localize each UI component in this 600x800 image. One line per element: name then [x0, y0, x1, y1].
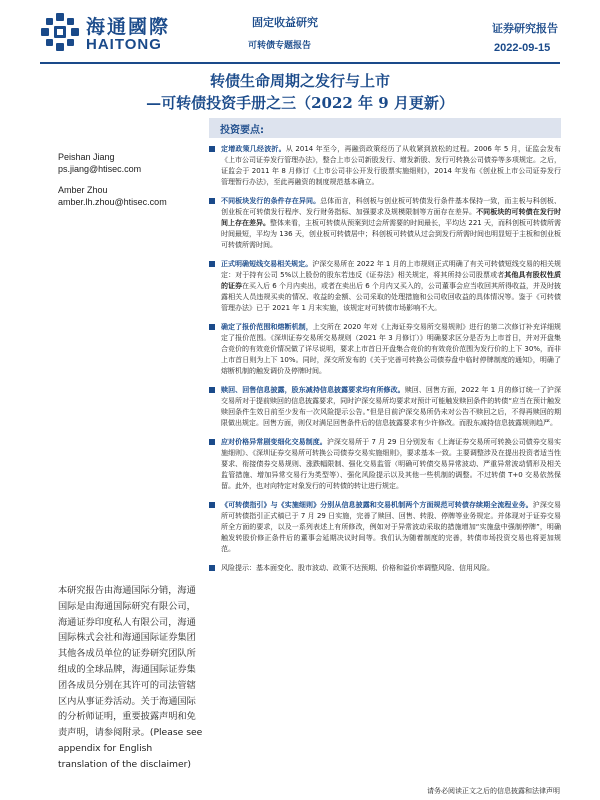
- key-point-paragraph: [209, 437, 561, 492]
- bullet-square-icon: [209, 439, 215, 445]
- paragraph-lead: 赎回、回售信息披露，股东减持信息披露要求均有所修改。: [221, 386, 405, 394]
- paragraph-lead: 《可转债指引》与《实施细则》分别从信息披露和交易机制两个方面规范可转债存续期全流程业务。: [221, 501, 533, 509]
- report-date: 2022-09-15: [494, 42, 551, 54]
- report-subtitle-line: —可转债投资手册之三（2022 年 9 月更新）: [146, 94, 454, 112]
- key-point-paragraph: [209, 322, 561, 377]
- page-footer-notice: 请务必阅读正文之后的信息披露和法律声明: [427, 787, 560, 795]
- distribution-disclaimer: 本研究报告由海通国际分销，海通国际是由海通国际研究有限公司，海通证券印度私人有限公司，海通国际株式会社和海通国际证券集团其他各成员单位的证券研究团队所组成的全球品牌，海通国际证券集团各成员分别在其许可的司法管辖区内从事证券活动。关于海通国际的分析师证明，重要披露声明和免责声明，请参阅附录。(Please see appendix for English translation of the disclaimer): [58, 585, 203, 770]
- bullet-square-icon: [209, 198, 215, 204]
- paragraph-lead: 不同板块发行的条件存在异同。: [221, 197, 321, 205]
- haitong-logo-icon: [40, 12, 80, 52]
- key-point-paragraph: [209, 500, 561, 555]
- bullet-square-icon: [209, 261, 215, 267]
- analyst-name: Amber Zhou: [58, 185, 108, 195]
- analyst-email[interactable]: amber.lh.zhou@htisec.com: [58, 197, 167, 207]
- paragraph-lead: 应对价格异常剧变细化交易制度。: [221, 438, 327, 446]
- analyst-name: Peishan Jiang: [58, 152, 115, 162]
- analyst-email[interactable]: ps.jiang@htisec.com: [58, 164, 142, 174]
- bullet-square-icon: [209, 502, 215, 508]
- report-title: 转债生命周期之发行与上市: [209, 72, 390, 90]
- paragraph-text: 从 2014 年至今，再融资政策经历了从收紧到放松的过程。2006 年 5 月，证监会发布《上市公司证券发行管理办法》，整合上市公司新股发行、增发新股、发行可转换公司债券等多项规定。之后，证监会于 2011 年 8 月修订《上市公司非公开发行股票实施细则》，2014 年发布《创业板上市公司证券发行管理暂行办法》，至此再融资的制度规范基本确立。: [221, 145, 561, 186]
- key-point-paragraph: [209, 259, 561, 314]
- paragraph-lead: 正式明确短线交易相关规定。: [221, 260, 313, 268]
- paragraph-lead: 确定了报价范围和熔断机制，: [221, 323, 313, 331]
- paragraph-text: 沪深交易所在 2022 年 1 月的上市规则正式明确了有关可转债短线交易的相关规定：对于持有公司 5%以上股份的股东若违反《证券法》相关规定，将其所持公司股票或者: [221, 260, 562, 279]
- key-point-paragraph: [209, 196, 561, 251]
- key-point-paragraph: [209, 385, 561, 429]
- paragraph-text: 赎回、回售方面，2022 年 1 月的修订统一了沪深交易所对于提前赎回的信息披露要求，同时沪深交易所均要求对预计可能触发赎回条件的转债“应当在预计触发赎回条件生效日前至少发布一次风险提示公告。”但是目前沪深交易所仍未对公告不赎回之后，不得再赎回的期限做出规定。回售方面，则仅对满足回售条件后的信息披露要求有少许修改。而股东减持信息披露规则趋严。: [221, 386, 562, 427]
- paragraph-emphasis: 其他具有股权性质的证券: [221, 270, 561, 290]
- logo-english-text: HAITONG: [86, 36, 162, 53]
- paragraph-tail: 整体来看，主板可转债从预案到过会所需要的时间最长，平均达 221 天，而科创板可转债所需时间最短，平均为 136 天，创业板可转债居中；科创板可转债从过会到发行所需时间也明显短于主板和创业板可转债所需时间。: [221, 218, 562, 249]
- report-subtitle: 可转债专题报告: [248, 41, 312, 51]
- report-header: [0, 0, 600, 64]
- key-point-paragraph: [209, 144, 561, 188]
- bullet-square-icon: [209, 146, 215, 152]
- logo-chinese-text: 海通國際: [86, 16, 171, 38]
- header-divider: [40, 62, 560, 64]
- paragraph-text: 总体而言，科创板与创业板可转债发行条件基本保持一致，而主板与科创板、创业板在可转债发行程序、发行财务指标、加强要求及规模限制等方面存在差异。: [221, 197, 562, 216]
- bullet-square-icon: [209, 324, 215, 330]
- key-points-heading: 投资要点:: [220, 125, 264, 136]
- paragraph-text: 沪深交易所可转债指引正式稿已于 7 月 29 日实施，完善了赎回、回售、转股、停牌等业务规定。并体现对于证券交易所全方面的要求，以及一系列表述上有所修改，例如对于异常波动采取的措施增加“实施盘中强制停牌”，明确触发转股价修正条件后的董事会延期决议时间等。我们认为随着制度的完善，转债市场投资交易也将更加规范。: [221, 501, 562, 553]
- paragraph-text: 沪深交易所于 7 月 29 日分别发布《上海证券交易所可转换公司债券交易实施细则》、《深圳证券交易所可转换公司债券交易实施细则》，要求基本一致。主要调整涉及在提出投资者适当性要求、衔接债券交易规则、涨跌幅限制、强化交易监管（明确可转债交易异常波动、严重异常波动情形及相关监管措施、增加异常交易行为类型等）、强化风险提示以及其他一些机制的调整。不过转债 T+0 交易依然保留。此外，也对向特定对象发行的可转债的转让进行规定。: [221, 438, 561, 490]
- bullet-square-icon: [209, 387, 215, 393]
- paragraph-lead: 定增政策几经波折。: [221, 145, 286, 153]
- bullet-square-icon: [209, 565, 215, 571]
- report-category: 证券研究报告: [492, 22, 558, 35]
- paragraph-tail: 在买入后 6 个月内卖出，或者在卖出后 6 个月内又买入的，公司董事会应当收回其所得收益，并及时披露相关人员违规买卖的情况、收益的金额、公司采取的处理措施和公司收回收益的具体情况等。鉴于《可转债管理办法》已于 2021 年 1 月末实施，该规定对可转债市场影响不大。: [221, 281, 561, 312]
- paragraph-emphasis: 不同板块的可转债在发行时间上存在差异。: [221, 207, 561, 227]
- report-type: 固定收益研究: [252, 16, 318, 29]
- paragraph-text: 风险提示：基本面变化、股市波动、政策不达预期、价格和溢价率调整风险、信用风险。: [221, 564, 494, 572]
- paragraph-text: 上交所在 2020 年对《上海证券交易所交易规则》进行的第二次修订补充详细规定了报价范围。《深圳证券交易所交易规则（2021 年 3 月修订）》明确要求区分是否为上市首日，并对开盘集合竞价的有效竞价情况做了详尽说明，要求上市首日开盘集合竞价的有效竞价范围为发行价的上下 30%，而非上市首日则为上下 10%。同时，深交所发布的《关于完善可转换公司债券盘中临时停牌制度的通知》，明确了熔断机制的触发调价及停牌时间。: [221, 323, 562, 375]
- risk-warning-paragraph: [209, 563, 494, 574]
